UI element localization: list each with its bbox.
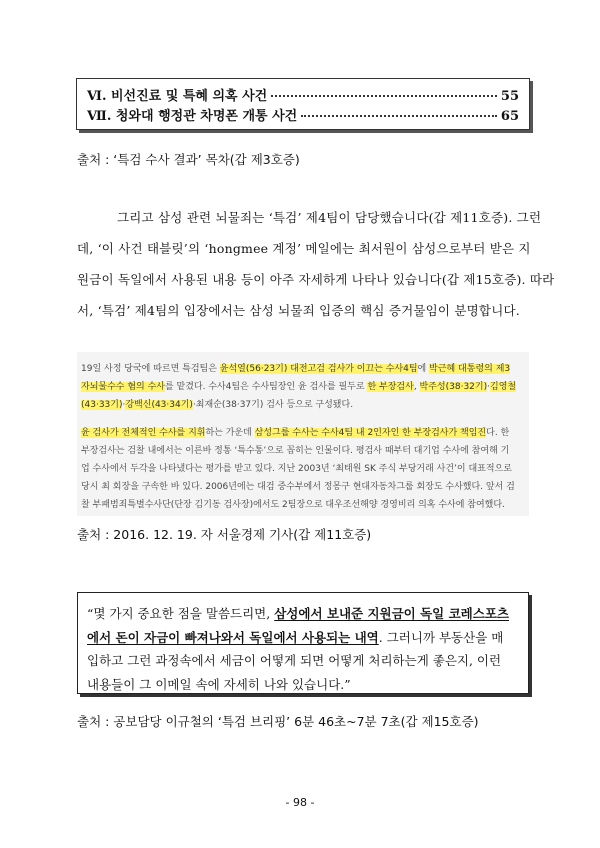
emphasis: 에서 돈이 자금이 빠져나와서 독일에서 사용되는 내역: [87, 629, 379, 645]
highlight: 윤 검사가 전체적인 수사를 지휘: [81, 428, 206, 438]
paragraph-line: 데, ‘이 사건 태블릿’의 ‘hongmee 계정’ 메일에는 최서원이 삼성으로부터 받은 지: [77, 241, 531, 256]
news-line: 19일 사정 당국에 따르면 특검팀은 윤석열(56·23기) 대전고검 검사가 이끄는 수사4팀에 박근혜 대통령의 제3: [81, 364, 511, 374]
toc-row: [87, 85, 519, 105]
highlight: 박주성(38·32기): [419, 382, 488, 392]
highlight: (43·33기): [81, 400, 123, 410]
toc-title: Ⅵ. 비선진료 및 특혜 의혹 사건: [87, 89, 268, 104]
news-line: 윤 검사가 전체적인 수사를 지휘하는 가운데 삼성그룹 수사는 수사4팀 내 2인자인 한 부장검사가 책임진다. 한: [81, 428, 510, 438]
toc-leader-dots: [271, 95, 497, 97]
news-line: 찰 부패범죄특별수사단(단장 김기동 검사장)에서도 2팀장으로 대우조선해양 경영비리 의혹 수사에 참여했다.: [81, 500, 505, 510]
toc-title: Ⅶ. 청와대 행정관 차명폰 개통 사건: [87, 109, 298, 124]
quote-line: 입하고 그런 과정속에서 세금이 어떻게 되면 어떻게 처리하는게 좋은지, 이런: [87, 653, 502, 668]
quote-line: “몇 가지 중요한 점을 말씀드리면, 삼성에서 보내준 지원금이 독일 코레스포츠: [87, 606, 509, 621]
news-line: 업 수사에서 두각을 나타냈다는 평가를 받고 있다. 지난 2003년 ‘최태원 SK 주식 부당거래 사건’이 대표적으로: [81, 464, 512, 474]
body-paragraph: [77, 202, 555, 326]
paragraph-line: 서, ‘특검’ 제4팀의 입장에서는 삼성 뇌물죄 입증의 핵심 증거물임이 분명합니다.: [77, 303, 520, 318]
toc-page: 65: [500, 109, 519, 124]
news-line: 부장검사는 검찰 내에서는 이른바 정통 ‘특수통’으로 꼽히는 인물이다. 평검사 때부터 대기업 수사에 참여해 기: [81, 446, 510, 456]
quote-text: [87, 602, 520, 696]
source-caption: 출처 : 공보담당 이규철의 ‘특검 브리핑’ 6분 46초~7분 7초(갑 제15호증): [77, 714, 479, 729]
toc-leader-dots: [301, 115, 497, 117]
toc-row: [87, 105, 519, 125]
news-line: 당시 최 회장을 구속한 바 있다. 2006년에는 대검 중수부에서 정몽구 현대자동차그룹 회장도 수사했다. 앞서 검: [81, 482, 515, 492]
news-line: 자뇌물수수 혐의 수사를 맡겼다. 수사4팀은 수사팀장인 윤 검사를 필두로 한 부장검사, 박주성(38·32기)·김영철: [81, 382, 517, 392]
toc-page: 55: [500, 89, 519, 104]
highlight: 김영철: [490, 382, 517, 392]
briefing-quote-box: [77, 592, 529, 694]
news-paragraph: [81, 360, 525, 414]
table-of-contents-box: [76, 78, 530, 130]
news-paragraph: [81, 424, 525, 514]
emphasis: 삼성에서 보내준 지원금이 독일 코레스포츠: [274, 606, 509, 621]
highlight: 자뇌물수수 혐의 수사: [81, 382, 165, 392]
quote-line: 내용들이 그 이메일 속에 자세히 나와 있습니다.”: [87, 676, 351, 692]
news-article-excerpt: [77, 352, 529, 516]
highlight: 삼성그룹 수사는 수사4팀 내 2인자인 한 부장검사가 책임진: [254, 428, 487, 438]
paragraph-line: 원금이 독일에서 사용된 내용 등이 아주 자세하게 나타나 있습니다(갑 제15호증). 따라: [77, 272, 555, 287]
highlight: 강백신(43·34기): [125, 400, 193, 410]
news-line: (43·33기)·강백신(43·34기)·최재순(38·37기) 검사 등으로 구성됐다.: [81, 400, 354, 410]
source-caption: 출처 : 2016. 12. 19. 자 서울경제 기사(갑 제11호증): [77, 527, 372, 542]
highlight: 윤석열(56·23기) 대전고검 검사가 이끄는 수사4팀: [219, 364, 418, 374]
quote-line: 에서 돈이 자금이 빠져나와서 독일에서 사용되는 내역. 그러니까 부동산을 매: [87, 629, 504, 645]
page-number: - 98 -: [285, 796, 315, 809]
source-caption: 출처 : ‘특검 수사 결과’ 목차(갑 제3호증): [77, 152, 300, 167]
highlight: 박근혜 대통령의 제3: [429, 364, 511, 374]
paragraph-line: 그리고 삼성 관련 뇌물죄는 ‘특검’ 제4팀이 담당했습니다(갑 제11호증). 그런: [117, 210, 542, 225]
highlight: 한 부장검사: [367, 382, 414, 392]
